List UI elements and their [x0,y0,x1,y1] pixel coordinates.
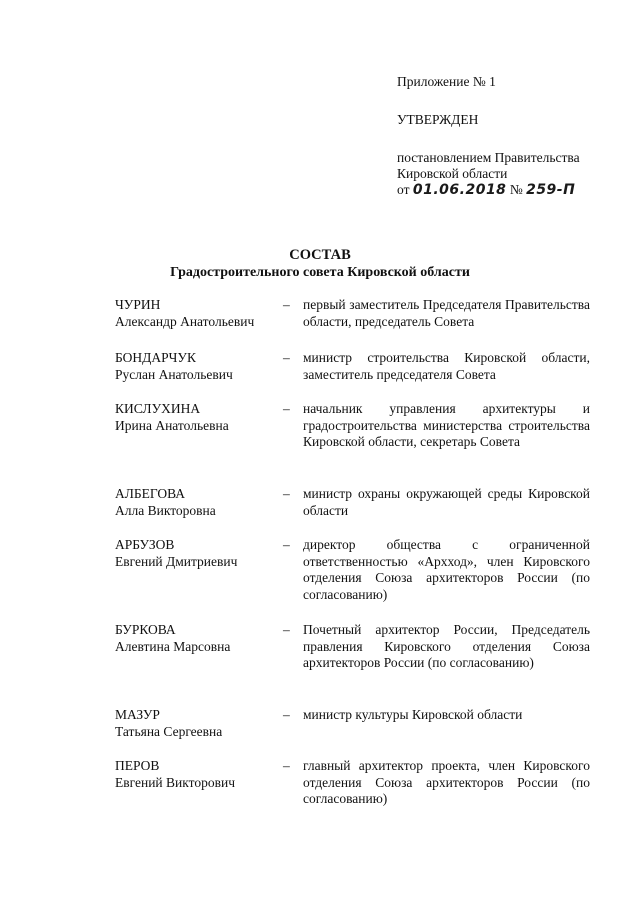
member-name [115,537,280,570]
member-role: министр культуры Кировской области [303,707,523,722]
member-name [115,297,280,330]
member-surname: ЧУРИН [115,297,161,312]
approved-label: УТВЕРЖДЕН [397,112,479,127]
document-title: СОСТАВ [289,247,351,263]
separator-dash: – [283,350,290,365]
member-name [115,622,280,655]
title-block [0,246,640,282]
decree-text [397,150,627,198]
member-given-name: Татьяна Сергеевна [115,723,223,739]
handwritten-date: 01.06.2018 [412,182,507,198]
separator-dash: – [283,297,290,312]
member-given-name: Алевтина Марсовна [115,638,231,654]
separator-dash: – [283,622,290,637]
member-given-name: Александр Анатольевич [115,313,255,329]
member-surname: ПЕРОВ [115,758,160,773]
member-role: первый заместитель Председателя Правительства области, председатель Совета [303,297,590,329]
member-name [115,401,280,434]
member-role: главный архитектор проекта, член Кировского отделения Союза архитекторов России (по согласованию) [303,758,590,806]
member-surname: КИСЛУХИНА [115,401,201,416]
member-surname: АЛБЕГОВА [115,486,186,501]
handwritten-number: 259-П [526,182,576,198]
member-given-name: Руслан Анатольевич [115,366,233,382]
member-role: министр охраны окружающей среды Кировской области [303,486,590,518]
member-name [115,707,280,740]
member-given-name: Ирина Анатольевна [115,417,229,433]
member-role: директор общества с ограниченной ответственностью «Архход», член Кировского отделения Союза архитекторов России (по согласованию) [303,537,590,602]
separator-dash: – [283,707,290,722]
decree-date-line [397,182,627,198]
member-name [115,758,280,791]
member-surname: БУРКОВА [115,622,176,637]
decree-line-2: Кировской области [397,166,508,181]
number-sign: № [509,182,523,197]
member-name [115,350,280,383]
annex-label: Приложение № 1 [397,74,496,89]
separator-dash: – [283,486,290,501]
member-name [115,486,280,519]
member-given-name: Алла Викторовна [115,502,216,518]
separator-dash: – [283,537,290,552]
member-surname: БОНДАРЧУК [115,350,196,365]
decree-line-1: постановлением Правительства [397,150,580,165]
separator-dash: – [283,758,290,773]
member-given-name: Евгений Викторович [115,774,235,790]
approval-header [397,74,627,198]
date-prefix: от [397,182,410,197]
member-role: министр строительства Кировской области, заместитель председателя Совета [303,350,590,382]
document-subtitle: Градостроительного совета Кировской области [170,265,470,280]
member-surname: АРБУЗОВ [115,537,175,552]
separator-dash: – [283,401,290,416]
member-role: начальник управления архитектуры и градостроительства министерства строительства Кировской области, секретарь Совета [303,401,590,449]
member-role: Почетный архитектор России, Председатель правления Кировского отделения Союза архитекторов России (по согласованию) [303,622,590,670]
member-given-name: Евгений Дмитриевич [115,553,238,569]
member-surname: МАЗУР [115,707,160,722]
